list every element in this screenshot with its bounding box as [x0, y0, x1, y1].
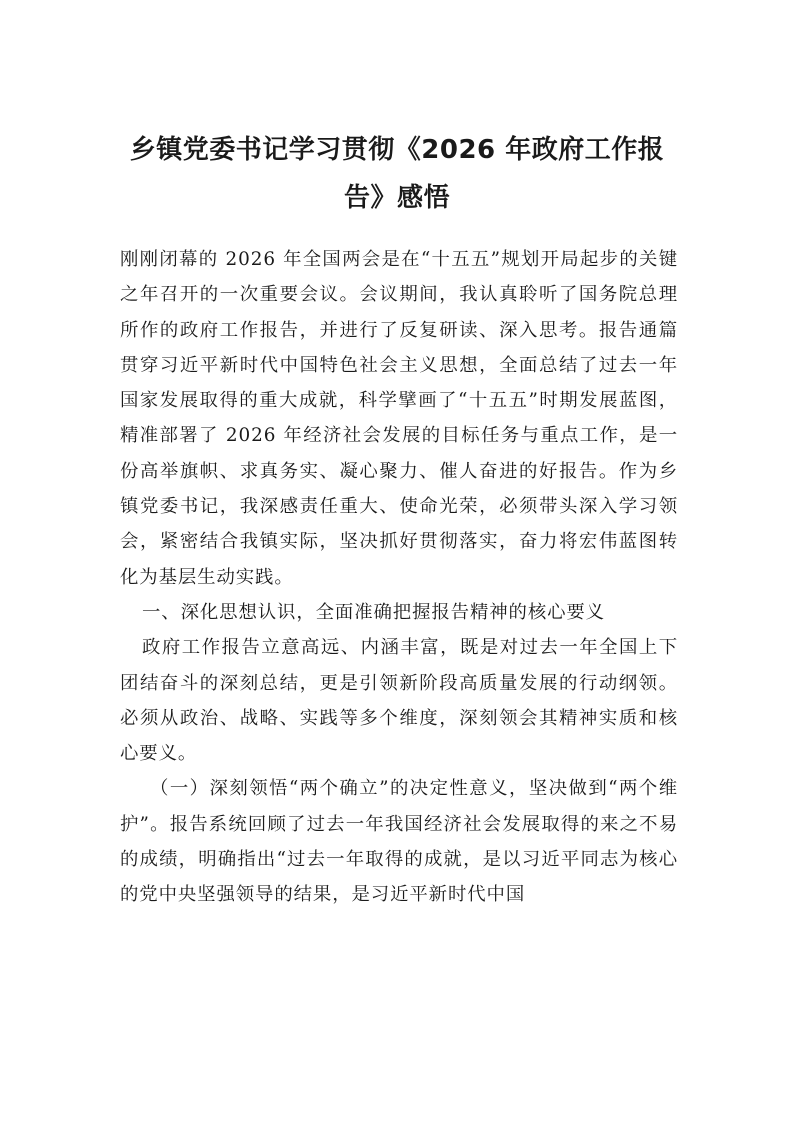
document-body	[120, 242, 678, 913]
document-title: 乡镇党委书记学习贯彻《2026 年政府工作报告》感悟	[129, 135, 665, 213]
subsection-1-paragraph: （一）深刻领悟“两个确立”的决定性意义，坚决做到“两个维护”。报告系统回顾了过去一年我国经济社会发展取得的来之不易的成绩，明确指出“过去一年取得的成就，是以习近平同志为核心的党中央坚强领导的结果，是习近平新时代中国	[120, 778, 678, 906]
section-heading-1: 一、深化思想认识，全面准确把握报告精神的核心要义	[142, 601, 605, 623]
intro-paragraph: 刚刚闭幕的 2026 年全国两会是在“十五五”规划开局起步的关键之年召开的一次重要会议。会议期间，我认真聆听了国务院总理所作的政府工作报告，并进行了反复研读、深入思考。报告通篇贯穿习近平新时代中国特色社会主义思想，全面总结了过去一年国家发展取得的重大成就，科学擘画了“十五五”时期发展蓝图，精准部署了 2026 年经济社会发展的目标任务与重点工作，是一份高举旗帜、求真务实、凝心聚力、催人奋进的好报告。作为乡镇党委书记，我深感责任重大、使命光荣，必须带头深入学习领会，紧密结合我镇实际，坚决抓好贯彻落实，奋力将宏伟蓝图转化为基层生动实践。	[120, 249, 678, 588]
section-1-paragraph: 政府工作报告立意高远、内涵丰富，既是对过去一年全国上下团结奋斗的深刻总结，更是引领新阶段高质量发展的行动纲领。必须从政治、战略、实践等多个维度，深刻领会其精神实质和核心要义。	[120, 637, 678, 765]
